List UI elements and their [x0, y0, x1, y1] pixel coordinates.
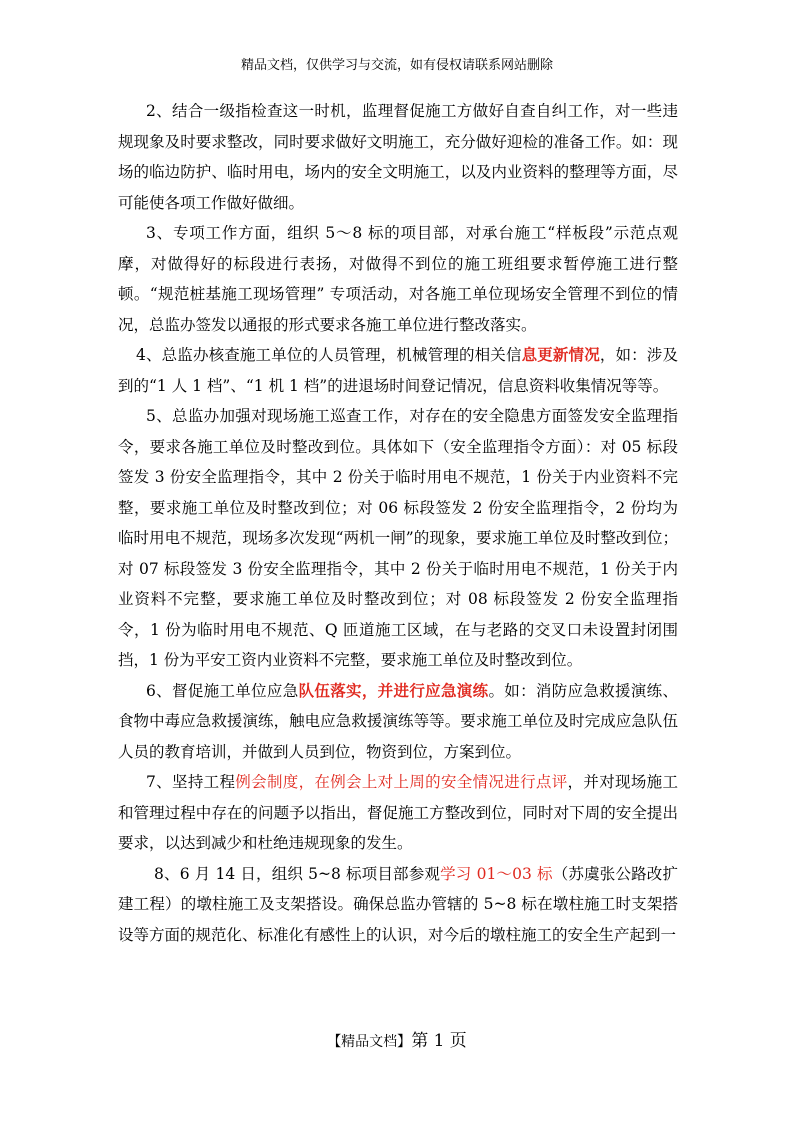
paragraph-7	[118, 767, 678, 859]
paragraph-8-text-a: 8、6 月 14 日，组织 5~8 标项目部参观	[154, 864, 441, 883]
paragraph-4-text-a: 4、总监办核查施工单位的人员管理，机械管理的相关信	[136, 346, 522, 364]
page-footer	[0, 1030, 794, 1053]
page-header: 精品文档，仅供学习与交流，如有侵权请联系网站删除	[240, 58, 553, 73]
paragraph-6-text-a: 6、督促施工单位应急	[146, 681, 299, 700]
paragraph-3: 3、专项工作方面，组织 5～8 标的项目部，对承台施工“样板段”示范点观摩，对做得好的标段进行表扬，对做得不到位的施工班组要求暂停施工进行整顿。“规范桩基施工现场管理” 专项活动，对各施工单位现场安全管理不到位的情况，总监办签发以通报的形式要求各施工单位进行整改落实。	[118, 224, 678, 334]
paragraph-7-text-b: ，并对现场施工和管理过程中存在的问题予以指出，督促施工方整改到位，同时对下周的安全提出要求，以达到减少和杜绝违规现象的发生。	[118, 773, 678, 852]
paragraph-7-highlight: 例会制度，在例会上对上周的安全情况进行点评	[235, 773, 568, 791]
paragraph-8-highlight: 学习 01～03 标	[440, 864, 553, 883]
page-number: 第 1 页	[411, 1031, 467, 1051]
footer-tag: 【精品文档】	[327, 1034, 412, 1050]
paragraph-4-highlight: 息更新情况	[521, 345, 600, 364]
paragraph-8	[118, 859, 678, 951]
paragraph-4	[118, 340, 678, 401]
paragraph-2: 2、结合一级指检查这一时机，监理督促施工方做好自查自纠工作，对一些违规现象及时要求整改，同时要求做好文明施工，充分做好迎检的准备工作。如：现场的临边防护、临时用电，场内的安全文明施工，以及内业资料的整理等方面，尽可能使各项工作做好做细。	[118, 102, 678, 212]
paragraph-4-text-b: ，如：涉及到的“1 人 1 档”、“1 机 1 档”的进退场时间登记情况，信息资料收集情况等等。	[118, 346, 678, 395]
document-body	[118, 96, 678, 950]
paragraph-7-text-a: 7、坚持工程	[146, 773, 236, 791]
paragraph-6-text-b: 。如：消防应急救援演练、食物中毒应急救援演练，触电应急救援演练等等。要求施工单位及时完成应急队伍人员的教育培训，并做到人员到位，物资到位，方案到位。	[118, 681, 678, 761]
paragraph-5: 5、总监办加强对现场施工巡查工作，对存在的安全隐患方面签发安全监理指令，要求各施工单位及时整改到位。具体如下（安全监理指令方面）：对 05 标段签发 3 份安全监理指令，其中 2 份关于临时用电不规范，1 份关于内业资料不完整，要求施工单位及时整改到位；对 06 标段签发 2 份安全监理指令，2 份均为临时用电不规范，现场多次发现“两机一闸”的现象，要求施工单位及时整改到位；对 07 标段签发 3 份安全监理指令，其中 2 份关于临时用电不规范，1 份关于内业资料不完整，要求施工单位及时整改到位；对 08 标段签发 2 份安全监理指令，1 份为临时用电不规范、Q 匝道施工区域，在与老路的交叉口未设置封闭围挡，1 份为平安工资内业资料不完整，要求施工单位及时整改到位。	[118, 407, 678, 669]
paragraph-6	[118, 676, 678, 768]
paragraph-8-text-b: （苏虞张公路改扩建工程）的墩柱施工及支架搭设。确保总监办管辖的 5~8 标在墩柱施工时支架搭设等方面的规范化、标准化有感性上的认识，对今后的墩柱施工的安全生产起到一	[118, 864, 678, 944]
paragraph-6-highlight: 队伍落实，并进行应急演练	[298, 680, 489, 700]
